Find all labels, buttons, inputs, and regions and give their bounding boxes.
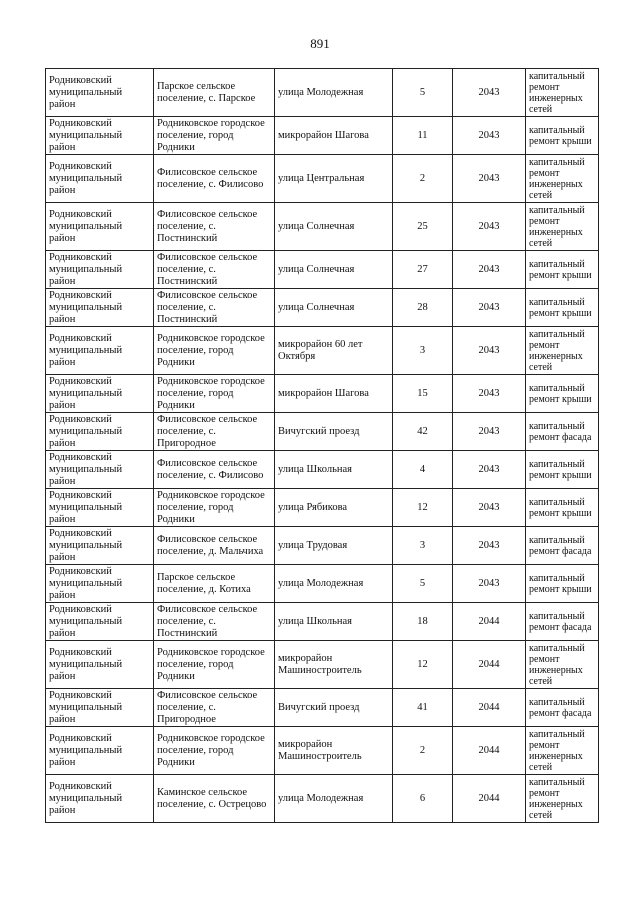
street-cell: улица Солнечная [275,251,393,289]
work-type-cell: капитальный ремонт крыши [526,565,599,603]
district-cell: Родниковский муниципальный район [46,375,154,413]
street-cell: улица Молодежная [275,565,393,603]
work-type-cell: капитальный ремонт крыши [526,289,599,327]
page-number: 891 [310,36,330,51]
settlement-cell: Филисовское сельское поселение, с. Постнинский [154,603,275,641]
street-cell: микрорайон Шагова [275,117,393,155]
street-cell: микрорайон Машиностроитель [275,727,393,775]
year-cell: 2043 [453,451,526,489]
work-type-cell: капитальный ремонт крыши [526,489,599,527]
table-row [46,603,599,641]
district-cell: Родниковский муниципальный район [46,527,154,565]
house-number-cell: 42 [393,413,453,451]
year-cell: 2044 [453,775,526,823]
district-cell: Родниковский муниципальный район [46,251,154,289]
settlement-cell: Филисовское сельское поселение, д. Мальчиха [154,527,275,565]
table-row [46,117,599,155]
settlement-cell: Филисовское сельское поселение, с. Филисово [154,451,275,489]
settlement-cell: Парское сельское поселение, д. Котиха [154,565,275,603]
year-cell: 2043 [453,155,526,203]
district-cell: Родниковский муниципальный район [46,413,154,451]
street-cell: улица Школьная [275,451,393,489]
table-row [46,375,599,413]
street-cell: улица Центральная [275,155,393,203]
settlement-cell: Родниковское городское поселение, город Родники [154,727,275,775]
street-cell: улица Солнечная [275,289,393,327]
table-row [46,413,599,451]
work-type-cell: капитальный ремонт инженерных сетей [526,727,599,775]
year-cell: 2043 [453,203,526,251]
house-number-cell: 27 [393,251,453,289]
district-cell: Родниковский муниципальный район [46,565,154,603]
year-cell: 2043 [453,489,526,527]
settlement-cell: Филисовское сельское поселение, с. Филисово [154,155,275,203]
settlement-cell: Родниковское городское поселение, город Родники [154,117,275,155]
house-number-cell: 2 [393,727,453,775]
work-type-cell: капитальный ремонт инженерных сетей [526,641,599,689]
street-cell: Вичугский проезд [275,689,393,727]
work-type-cell: капитальный ремонт фасада [526,413,599,451]
work-type-cell: капитальный ремонт крыши [526,375,599,413]
year-cell: 2043 [453,413,526,451]
repair-schedule-table [45,68,599,823]
district-cell: Родниковский муниципальный район [46,451,154,489]
house-number-cell: 28 [393,289,453,327]
settlement-cell: Парское сельское поселение, с. Парское [154,69,275,117]
table-row [46,203,599,251]
table-row [46,727,599,775]
district-cell: Родниковский муниципальный район [46,327,154,375]
street-cell: улица Школьная [275,603,393,641]
table-row [46,155,599,203]
street-cell: улица Солнечная [275,203,393,251]
settlement-cell: Родниковское городское поселение, город Родники [154,489,275,527]
street-cell: микрорайон Машиностроитель [275,641,393,689]
work-type-cell: капитальный ремонт фасада [526,527,599,565]
house-number-cell: 18 [393,603,453,641]
house-number-cell: 12 [393,489,453,527]
work-type-cell: капитальный ремонт инженерных сетей [526,203,599,251]
work-type-cell: капитальный ремонт инженерных сетей [526,155,599,203]
district-cell: Родниковский муниципальный район [46,289,154,327]
house-number-cell: 2 [393,155,453,203]
year-cell: 2043 [453,117,526,155]
table-row [46,251,599,289]
district-cell: Родниковский муниципальный район [46,775,154,823]
street-cell: улица Молодежная [275,69,393,117]
work-type-cell: капитальный ремонт крыши [526,117,599,155]
year-cell: 2043 [453,565,526,603]
district-cell: Родниковский муниципальный район [46,155,154,203]
year-cell: 2043 [453,289,526,327]
year-cell: 2044 [453,727,526,775]
settlement-cell: Родниковское городское поселение, город Родники [154,327,275,375]
house-number-cell: 11 [393,117,453,155]
year-cell: 2044 [453,689,526,727]
table-row [46,69,599,117]
house-number-cell: 5 [393,565,453,603]
settlement-cell: Филисовское сельское поселение, с. Постнинский [154,251,275,289]
settlement-cell: Филисовское сельское поселение, с. Пригородное [154,689,275,727]
work-type-cell: капитальный ремонт инженерных сетей [526,327,599,375]
house-number-cell: 3 [393,527,453,565]
year-cell: 2043 [453,327,526,375]
work-type-cell: капитальный ремонт фасада [526,603,599,641]
table-row [46,289,599,327]
table-row [46,689,599,727]
work-type-cell: капитальный ремонт инженерных сетей [526,775,599,823]
work-type-cell: капитальный ремонт крыши [526,251,599,289]
settlement-cell: Родниковское городское поселение, город Родники [154,641,275,689]
year-cell: 2043 [453,251,526,289]
table-row [46,641,599,689]
year-cell: 2043 [453,375,526,413]
work-type-cell: капитальный ремонт фасада [526,689,599,727]
work-type-cell: капитальный ремонт крыши [526,451,599,489]
house-number-cell: 15 [393,375,453,413]
settlement-cell: Филисовское сельское поселение, с. Постнинский [154,203,275,251]
district-cell: Родниковский муниципальный район [46,117,154,155]
table-row [46,451,599,489]
table-row [46,327,599,375]
street-cell: микрорайон Шагова [275,375,393,413]
street-cell: микрорайон 60 лет Октября [275,327,393,375]
street-cell: улица Рябикова [275,489,393,527]
house-number-cell: 4 [393,451,453,489]
district-cell: Родниковский муниципальный район [46,727,154,775]
settlement-cell: Филисовское сельское поселение, с. Постнинский [154,289,275,327]
work-type-cell: капитальный ремонт инженерных сетей [526,69,599,117]
street-cell: Вичугский проезд [275,413,393,451]
settlement-cell: Родниковское городское поселение, город Родники [154,375,275,413]
year-cell: 2043 [453,527,526,565]
district-cell: Родниковский муниципальный район [46,489,154,527]
house-number-cell: 41 [393,689,453,727]
settlement-cell: Филисовское сельское поселение, с. Пригородное [154,413,275,451]
table-row [46,565,599,603]
district-cell: Родниковский муниципальный район [46,641,154,689]
year-cell: 2043 [453,69,526,117]
district-cell: Родниковский муниципальный район [46,689,154,727]
table-row [46,775,599,823]
table-row [46,527,599,565]
street-cell: улица Трудовая [275,527,393,565]
district-cell: Родниковский муниципальный район [46,603,154,641]
year-cell: 2044 [453,603,526,641]
house-number-cell: 6 [393,775,453,823]
district-cell: Родниковский муниципальный район [46,203,154,251]
table-row [46,489,599,527]
house-number-cell: 5 [393,69,453,117]
district-cell: Родниковский муниципальный район [46,69,154,117]
house-number-cell: 12 [393,641,453,689]
year-cell: 2044 [453,641,526,689]
house-number-cell: 3 [393,327,453,375]
street-cell: улица Молодежная [275,775,393,823]
settlement-cell: Каминское сельское поселение, с. Острецово [154,775,275,823]
house-number-cell: 25 [393,203,453,251]
